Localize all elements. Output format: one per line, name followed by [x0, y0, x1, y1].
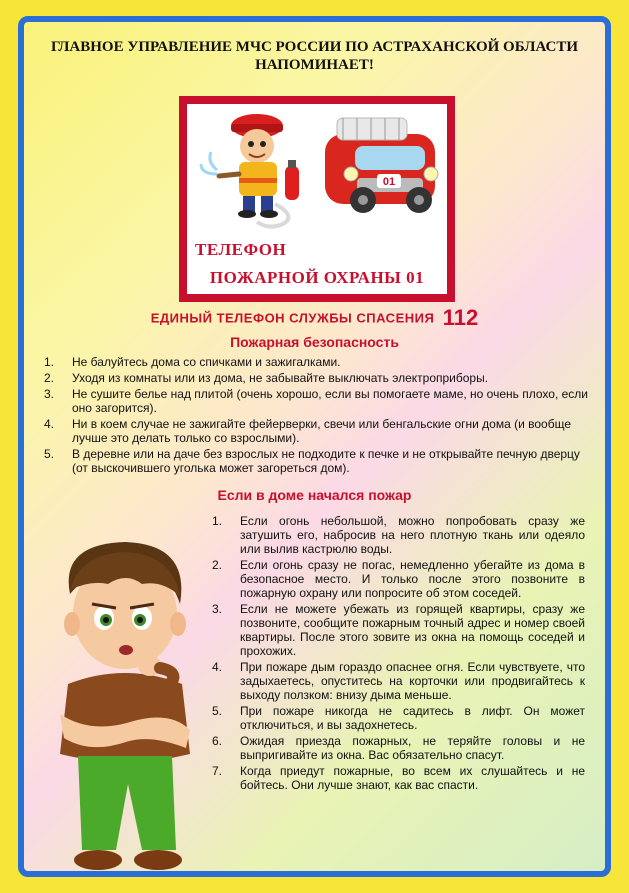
poster-header: [24, 38, 605, 74]
list-item: 7. Когда приедут пожарные, во всем их слушайтесь и не бойтесь. Они лучше знают, как вас спасти.: [212, 764, 585, 792]
list-item: 3. Если не можете убежать из горящей квартиры, сразу же позвоните, сообщите пожарным точный адрес и номер своей квартиры. После этого зовите из окна на помощь соседей и прохожих.: [212, 602, 585, 658]
fire-safety-title: Пожарная безопасность: [230, 334, 399, 350]
if-fire-list: [212, 514, 585, 794]
emergency-phone-text: ЕДИНЫЙ ТЕЛЕФОН СЛУЖБЫ СПАСЕНИЯ: [150, 310, 435, 326]
list-item: 4. Ни в коем случае не зажигайте фейерверки, свечи или бенгальские огни дома (и вообще лучше это делать только со взрослыми).: [44, 417, 572, 445]
header-line-1: ГЛАВНОЕ УПРАВЛЕНИЕ МЧС РОССИИ ПО АСТРАХАНСКОЙ ОБЛАСТИ: [50, 39, 579, 55]
fireman-and-truck-illustration: [187, 104, 447, 234]
banner-line-2: ПОЖАРНОЙ ОХРАНЫ 01: [209, 268, 425, 287]
list-item: 5. При пожаре никогда не садитесь в лифт. Он может отключиться, и вы задохнетесь.: [212, 704, 585, 732]
banner-caption: [187, 236, 447, 292]
list-item: 4. При пожаре дым гораздо опаснее огня. Если чувствуете, что задыхаетесь, опуститесь на корточки или продвигайтесь к выходу ползком: внизу дыма меньше.: [212, 660, 585, 702]
list-item: 6. Ожидая приезда пожарных, не теряйте головы и не выпригивайте из окна. Вас обязательно спасут.: [212, 734, 585, 762]
fire-truck-icon: [325, 118, 438, 213]
truck-plate: 01: [382, 176, 396, 188]
fire-phone-banner: [179, 96, 455, 302]
thinking-boy-illustration: [30, 534, 220, 877]
emergency-phone-number: 112: [442, 305, 479, 330]
if-fire-title: Если в доме начался пожар: [217, 487, 412, 503]
list-item: 1. Если огонь небольшой, можно попробовать сразу же затушить его, набросив на него плотную ткань или одеяло или вылив кастрюлю воды.: [212, 514, 585, 556]
emergency-phone: [24, 305, 605, 331]
list-item: 2. Уходя из комнаты или из дома, не забывайте выключать электроприборы.: [44, 371, 489, 385]
list-item: 3. Не сушите белье над плитой (очень хорошо, если вы помогаете маме, но очень плохо, если оно загорится).: [44, 387, 588, 415]
fireman-kid-icon: [201, 114, 299, 227]
header-line-2: НАПОМИНАЕТ!: [255, 57, 374, 73]
boy-icon: [60, 542, 190, 870]
poster-panel: [18, 16, 611, 877]
list-item: 1. Не балуйтесь дома со спичками и зажигалками.: [44, 355, 341, 369]
banner-line-1: ТЕЛЕФОН: [195, 240, 287, 259]
fire-safety-list: [44, 355, 591, 477]
list-item: 2. Если огонь сразу не погас, немедленно убегайте из дома в безопасное место. И только после этого позвоните в пожарную охрану или попросите об этом соседей.: [212, 558, 585, 600]
list-item: 5. В деревне или на даче без взрослых не подходите к печке и не открывайте печную дверцу (от выскочившего уголька может загореться дом).: [44, 447, 580, 475]
